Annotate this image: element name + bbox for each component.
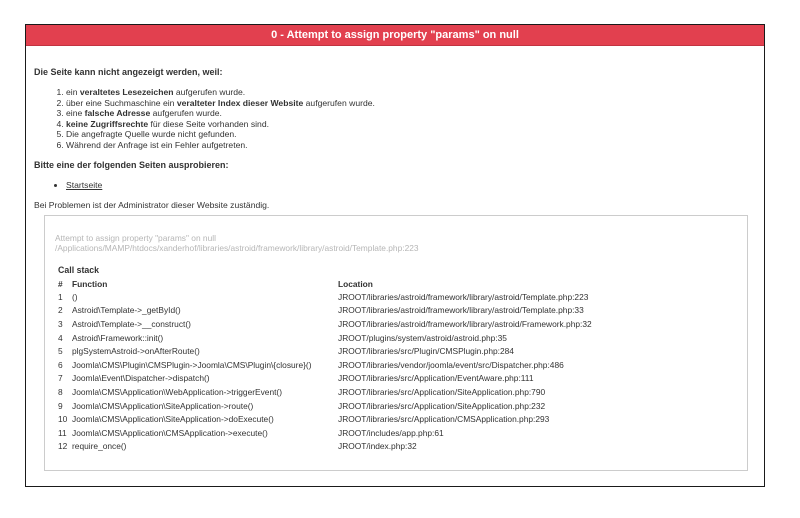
row-location: JROOT/libraries/vendor/joomla/event/src/Dispatcher.php:486 bbox=[338, 359, 564, 370]
row-function: Joomla\CMS\Application\SiteApplication->doExecute() bbox=[72, 414, 274, 425]
table-row bbox=[56, 412, 594, 426]
table-row bbox=[56, 290, 594, 304]
table-header-row bbox=[56, 277, 594, 290]
suggested-page-item bbox=[66, 180, 756, 191]
row-location: JROOT/libraries/src/Application/CMSApplication.php:293 bbox=[338, 414, 550, 425]
row-location: JROOT/libraries/astroid/framework/library/astroid/Template.php:223 bbox=[338, 291, 589, 302]
row-function: Astroid\Template->_getById() bbox=[72, 305, 181, 316]
table-row bbox=[56, 426, 594, 440]
table-row bbox=[56, 331, 594, 345]
header-location: Location bbox=[338, 278, 373, 289]
row-function: require_once() bbox=[72, 441, 127, 452]
row-num: 12 bbox=[58, 441, 68, 452]
error-title: 0 - Attempt to assign property "params" on null bbox=[26, 25, 764, 46]
trace-file-path: /Applications/MAMP/htdocs/xanderhof/libraries/astroid/framework/library/astroid/Template.php:223 bbox=[55, 243, 419, 253]
row-function: Joomla\CMS\Application\WebApplication->triggerEvent() bbox=[72, 386, 283, 397]
reason-item: 1. ein veraltetes Lesezeichen aufgerufen wurde. bbox=[66, 87, 756, 98]
row-function: Joomla\Event\Dispatcher->dispatch() bbox=[72, 373, 210, 384]
row-location: JROOT/libraries/src/Application/SiteApplication.php:232 bbox=[338, 400, 546, 411]
trace-message: Attempt to assign property "params" on null bbox=[55, 233, 216, 243]
row-location: JROOT/libraries/astroid/framework/library/astroid/Template.php:33 bbox=[338, 305, 584, 316]
row-function: Astroid\Framework::init() bbox=[72, 332, 164, 343]
try-pages-title: Bitte eine der folgenden Seiten ausprobieren: bbox=[34, 159, 229, 170]
reason-item: 6. Während der Anfrage ist ein Fehler aufgetreten. bbox=[66, 140, 756, 151]
table-row bbox=[56, 304, 594, 318]
reason-item: 4. keine Zugriffsrechte für diese Seite vorhanden sind. bbox=[66, 119, 756, 130]
table-row bbox=[56, 358, 594, 372]
table-row bbox=[56, 440, 594, 454]
row-function: plgSystemAstroid->onAfterRoute() bbox=[72, 346, 200, 357]
row-function: Joomla\CMS\Application\SiteApplication->route() bbox=[72, 400, 254, 411]
admin-note: Bei Problemen ist der Administrator dieser Website zuständig. bbox=[34, 199, 270, 210]
suggested-pages-list bbox=[34, 180, 756, 191]
row-num: 2 bbox=[58, 305, 63, 316]
header-function: Function bbox=[72, 278, 108, 289]
row-num: 6 bbox=[58, 359, 63, 370]
row-location: JROOT/libraries/astroid/framework/library/astroid/Framework.php:32 bbox=[338, 318, 592, 329]
row-num: 5 bbox=[58, 346, 63, 357]
reason-item: 2. über eine Suchmaschine ein veralteter Index dieser Website aufgerufen wurde. bbox=[66, 98, 756, 109]
row-num: 4 bbox=[58, 332, 63, 343]
error-lead: Die Seite kann nicht angezeigt werden, weil: bbox=[34, 67, 223, 77]
row-num: 10 bbox=[58, 414, 68, 425]
reasons-list bbox=[34, 87, 756, 151]
reason-item: 5. Die angefragte Quelle wurde nicht gefunden. bbox=[66, 129, 756, 140]
home-link[interactable]: Startseite bbox=[66, 179, 103, 190]
row-location: JROOT/libraries/src/Application/EventAware.php:111 bbox=[338, 373, 534, 384]
row-location: JROOT/includes/app.php:61 bbox=[338, 427, 444, 438]
row-function: Astroid\Template->__construct() bbox=[72, 318, 191, 329]
table-row bbox=[56, 372, 594, 386]
row-num: 3 bbox=[58, 318, 63, 329]
row-num: 8 bbox=[58, 386, 63, 397]
error-content bbox=[26, 67, 764, 211]
call-stack-table bbox=[56, 277, 594, 453]
call-stack-title: Call stack bbox=[58, 265, 100, 275]
table-row bbox=[56, 344, 594, 358]
row-num: 1 bbox=[58, 291, 63, 302]
row-num: 9 bbox=[58, 400, 63, 411]
row-location: JROOT/libraries/src/Plugin/CMSPlugin.php:284 bbox=[338, 346, 514, 357]
header-num: # bbox=[58, 278, 63, 289]
row-location: JROOT/libraries/src/Application/SiteApplication.php:790 bbox=[338, 386, 546, 397]
row-function: Joomla\CMS\Plugin\CMSPlugin->Joomla\CMS\Plugin\{closure}() bbox=[72, 359, 312, 370]
stack-trace-panel bbox=[44, 215, 748, 471]
row-num: 7 bbox=[58, 373, 63, 384]
row-num: 11 bbox=[58, 427, 67, 438]
table-row bbox=[56, 317, 594, 331]
row-function: Joomla\CMS\Application\CMSApplication->execute() bbox=[72, 427, 268, 438]
row-location: JROOT/plugins/system/astroid/astroid.php:35 bbox=[338, 332, 507, 343]
table-row bbox=[56, 399, 594, 413]
row-function: () bbox=[72, 291, 78, 302]
reason-item: 3. eine falsche Adresse aufgerufen wurde. bbox=[66, 108, 756, 119]
error-page-container bbox=[25, 24, 765, 487]
row-location: JROOT/index.php:32 bbox=[338, 441, 417, 452]
table-row bbox=[56, 385, 594, 399]
